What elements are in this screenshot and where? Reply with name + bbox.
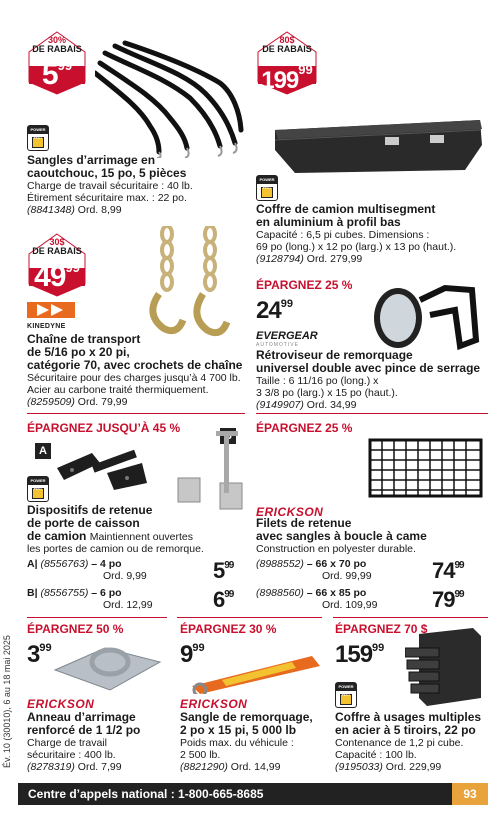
badge-label: DE RABAIS [262, 44, 312, 54]
edition-side-text: Év. 10 (30010), 6 au 18 mai 2025 [2, 635, 12, 768]
badge-cents: 99 [57, 58, 73, 73]
tow-mirror-image [370, 280, 480, 352]
section-divider [333, 617, 488, 618]
chain-image [145, 226, 235, 341]
discount-badge [27, 232, 87, 298]
product-desc: Construction en polyester durable. [256, 543, 416, 555]
product-spec: 3 3/8 po (larg.) x 15 po (haut.). [256, 387, 398, 399]
erickson-logo: ERICKSON [27, 697, 95, 711]
badge-label: DE RABAIS [32, 246, 82, 256]
product-spec: 69 po (long.) x 12 po (larg.) x 13 po (haut.). [256, 241, 457, 253]
product-price: $159^{99}$ [335, 641, 385, 668]
product-spec: Étirement sécuritaire max. : 22 po. [27, 192, 187, 204]
savings-label: ÉPARGNEZ 70 $ [335, 622, 428, 636]
variant-b-line: B| (8556755) – 6 po [27, 587, 122, 599]
variant-a-ord: Ord. 9,99 [103, 570, 147, 582]
erickson-logo: ERICKSON [180, 697, 248, 711]
product-spec: Capacité : 100 lb. [335, 749, 417, 761]
product-title: Coffre à usages multiples en acier à 5 tiroirs, 22 po [335, 710, 482, 737]
product-title: Sangle de remorquage, 2 po x 15 pi, 5 000 lb [180, 710, 313, 737]
variant-a-line: A| (8556763) – 4 po [27, 558, 122, 570]
variant-a-ord: Ord. 99,99 [322, 570, 372, 582]
product-spec: sécuritaire : 400 lb. [27, 749, 116, 761]
product-sku: (9128794) Ord. 279,99 [256, 253, 363, 265]
savings-label: ÉPARGNEZ 30 % [180, 622, 277, 636]
rubber-straps-image [95, 38, 245, 158]
savings-label: ÉPARGNEZ JUSQU’À 45 % [27, 421, 181, 435]
product-spec: Poids max. du véhicule : [180, 737, 294, 749]
power-fist-logo: POWER FIST [27, 476, 49, 502]
tie-down-ring-image [50, 640, 165, 695]
tow-strap-image [192, 652, 322, 694]
erickson-logo: ERICKSON [256, 505, 324, 519]
badge-label: DE RABAIS [32, 44, 82, 54]
section-divider [27, 617, 167, 618]
product-spec: Charge de travail [27, 737, 107, 749]
variant-b-price: $6^{99}$ [213, 587, 234, 612]
product-spec: Acier au carbone traité thermiquement. [27, 384, 209, 396]
product-title: Anneau d’arrimage renforcé de 1 1/2 po [27, 710, 141, 737]
product-sku: (8821290) Ord. 14,99 [180, 761, 281, 773]
product-sku: (8841348) Ord. 8,99 [27, 204, 122, 216]
product-title: Coffre de camion multisegment en aluminium à profil bas [256, 202, 436, 229]
badge-price: 5 [41, 58, 58, 91]
product-sku: (8259509) Ord. 79,99 [27, 396, 128, 408]
product-price: $9^{99}$ [180, 641, 205, 668]
badge-amount: 30$ [49, 237, 65, 247]
variant-a-price: $74^{99}$ [432, 558, 464, 583]
truck-box-image [270, 115, 485, 185]
variant-b-price: $79^{99}$ [432, 587, 464, 612]
door-holder-a-image [52, 438, 152, 498]
discount-badge [256, 30, 318, 96]
product-sku: (8278319) Ord. 7,99 [27, 761, 122, 773]
savings-label: ÉPARGNEZ 25 % [256, 278, 353, 292]
variant-b-line: (8988560) – 66 x 85 po [256, 587, 367, 599]
badge-percent: 30% [47, 35, 66, 45]
cargo-net-image [368, 438, 483, 498]
section-divider [256, 413, 488, 414]
savings-label: ÉPARGNEZ 25 % [256, 421, 353, 435]
badge-cents: 99 [298, 62, 313, 77]
product-spec: Capacité : 6,5 pi cubes. Dimensions : [256, 229, 430, 241]
savings-label: ÉPARGNEZ 50 % [27, 622, 124, 636]
variant-a-price: $5^{99}$ [213, 558, 234, 583]
section-divider [27, 413, 245, 414]
badge-price: 49 [34, 260, 66, 293]
product-sku: (9195033) Ord. 229,99 [335, 761, 442, 773]
badge-price: 199 [261, 67, 299, 94]
product-spec: Contenance de 1,2 pi cube. [335, 737, 464, 749]
product-title: Filets de retenue avec sangles à boucle à came [256, 516, 427, 543]
product-sku: (9149907) Ord. 34,99 [256, 399, 357, 411]
product-desc: les portes de camion ou de remorque. [27, 543, 204, 555]
discount-badge [27, 30, 87, 96]
badge-amount: 80$ [279, 35, 295, 45]
product-title: Rétroviseur de remorquage universel double avec pince de serrage [256, 348, 481, 375]
variant-label-a: A [35, 443, 51, 459]
badge-cents: 99 [65, 260, 80, 275]
product-spec: Taille : 6 11/16 po (long.) x [256, 375, 379, 387]
product-spec: Charge de travail sécuritaire : 40 lb. [27, 180, 193, 192]
variant-b-ord: Ord. 109,99 [322, 599, 378, 611]
page-number: 93 [452, 783, 488, 805]
product-title: Dispositifs de retenue de porte de caisson de camion Maintiennent ouvertes [27, 503, 194, 543]
section-divider [177, 617, 322, 618]
product-price: $3^{99}$ [27, 641, 52, 668]
variant-b-ord: Ord. 12,99 [103, 599, 153, 611]
power-fist-logo: POWER FIST [27, 125, 49, 151]
evergear-logo: EVERGEAR AUTOMOTIVE [256, 330, 318, 348]
call-center-footer: Centre d’appels national : 1-800-665-8685 [18, 783, 488, 805]
variant-a-line: (8988552) – 66 x 70 po [256, 558, 367, 570]
steel-drawer-box-image [405, 626, 485, 708]
product-title: Sangles d’arrimage en caoutchouc, 15 po, 5 pièces [27, 153, 187, 180]
kinedyne-logo: KINEDYNE [27, 302, 75, 328]
product-spec: Sécuritaire pour des charges jusqu’à 4 700 lb. [27, 372, 241, 384]
product-price: $24^{99}$ [256, 297, 293, 324]
product-title: Chaîne de transport de 5/16 po x 20 pi, catégorie 70, avec crochets de chaîne [27, 332, 243, 372]
product-spec: 2 500 lb. [180, 749, 221, 761]
power-fist-logo: POWER FIST [256, 175, 278, 201]
power-fist-logo: POWER FIST [335, 682, 357, 708]
